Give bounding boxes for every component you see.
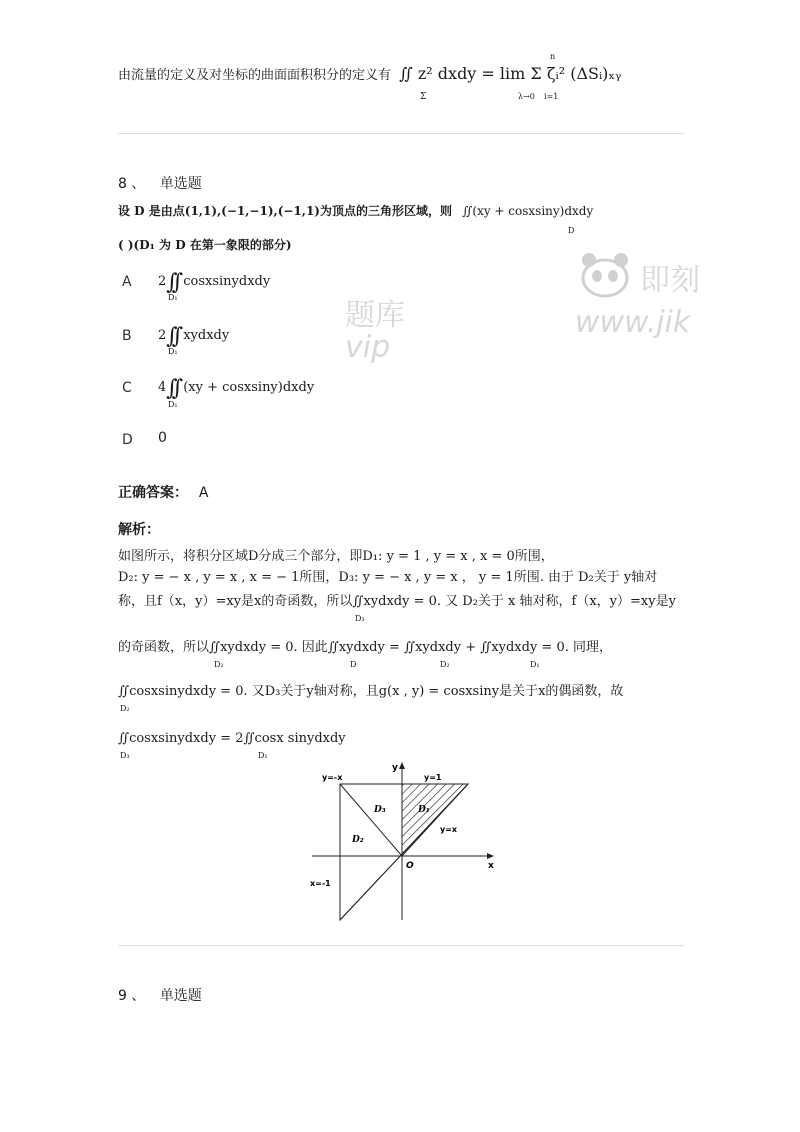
option-c-letter[interactable]: C bbox=[122, 380, 132, 396]
q9-header bbox=[118, 985, 202, 1005]
fig-label-y-eq-x: y=x bbox=[440, 825, 458, 834]
analysis-line-1: 如图所示，将积分区域D分成三个部分，即D₁: y = 1 , y = x , x = 0所围， bbox=[118, 549, 554, 564]
fig-label-x-axis: x bbox=[488, 861, 494, 871]
analysis-line-4 bbox=[118, 640, 612, 656]
prev-formula bbox=[399, 64, 621, 83]
prev-int-domain: Σ bbox=[420, 92, 427, 102]
prev-sum-bottom: i=1 bbox=[544, 92, 559, 101]
analysis-l4-dom3: D₂ bbox=[440, 660, 450, 669]
analysis-line-2: D₂: y = − x , y = x , x = − 1所围，D₃: y = − x , y = x ， y = 1所围. 由于 D₂关于 y轴对 bbox=[118, 570, 658, 585]
option-b-integrand: xydxdy bbox=[183, 328, 230, 343]
analysis-l6-int: ∬cosxsinydxdy = 2∬cosx sinydxdy bbox=[118, 731, 346, 746]
q8-stem-int-domain: D bbox=[568, 226, 575, 235]
option-c-coef: 4 bbox=[158, 380, 167, 395]
x-axis-arrow-icon bbox=[487, 853, 494, 859]
prev-text-prefix: 由流量的定义及对坐标的曲面面积积分的定义有 bbox=[118, 68, 392, 83]
fig-label-x-eq-neg1: x=-1 bbox=[310, 879, 331, 888]
fig-label-origin: O bbox=[406, 861, 414, 871]
option-c-text[interactable] bbox=[158, 376, 314, 401]
analysis-l6-dom2: D₁ bbox=[258, 751, 268, 760]
option-b-coef: 2 bbox=[158, 328, 167, 343]
q8-header bbox=[118, 173, 202, 193]
answer-label: 正确答案： bbox=[118, 485, 188, 501]
analysis-line-3 bbox=[118, 594, 676, 610]
analysis-l4-int2: ∬xydxdy = ∬xydxdy + ∬xydxdy = 0 bbox=[327, 640, 565, 655]
analysis-l4c: . 同理， bbox=[564, 640, 612, 655]
option-d-text[interactable]: 0 bbox=[158, 430, 167, 446]
analysis-line-5 bbox=[118, 684, 623, 700]
y-axis-arrow-icon bbox=[399, 762, 405, 769]
fig-label-d1: D₁ bbox=[418, 805, 430, 815]
option-a-text[interactable] bbox=[158, 270, 270, 295]
watermark-jike: 即刻 bbox=[640, 263, 700, 298]
divider-bottom bbox=[118, 945, 684, 946]
option-a-coef: 2 bbox=[158, 274, 167, 289]
watermark-vip: vip bbox=[345, 330, 391, 365]
analysis-l4-dom1: D₂ bbox=[214, 660, 224, 669]
option-c-domain: D₁ bbox=[168, 400, 178, 409]
fig-label-y-eq-1: y=1 bbox=[424, 773, 442, 782]
option-a-domain: D₁ bbox=[168, 293, 178, 302]
option-c-integrand: (xy + cosxsiny)dxdy bbox=[183, 380, 315, 395]
q9-type: 单选题 bbox=[159, 988, 202, 1004]
analysis-l3a: 称，且f（x，y）=xy是x的奇函数，所以 bbox=[118, 594, 353, 609]
region-figure bbox=[300, 760, 500, 940]
q8-stem-line1 bbox=[118, 204, 593, 218]
option-b-text[interactable] bbox=[158, 324, 229, 349]
analysis-l3b: . 又 D₂关于 x 轴对称，f（x，y）=xy是y bbox=[436, 594, 676, 609]
prev-formula-line bbox=[118, 64, 621, 84]
prev-sum-top: n bbox=[550, 52, 556, 61]
watermark-panda-icon bbox=[575, 248, 635, 300]
option-a-letter[interactable]: A bbox=[122, 274, 132, 290]
fig-label-y-axis: y bbox=[392, 763, 398, 773]
option-a-integral-icon: ∫∫ bbox=[166, 270, 178, 295]
watermark-www-jik: www.jik bbox=[575, 305, 691, 340]
q8-type: 单选题 bbox=[159, 176, 202, 192]
option-d-letter[interactable]: D bbox=[122, 432, 133, 448]
fig-label-d3: D₃ bbox=[374, 805, 386, 815]
option-b-letter[interactable]: B bbox=[122, 328, 132, 344]
q9-number: 9 、 bbox=[118, 988, 146, 1004]
option-b-integral-icon: ∫∫ bbox=[166, 324, 178, 349]
prev-lim-sub: λ→0 bbox=[518, 92, 535, 101]
analysis-l5-int: ∬cosxsinydxdy = 0 bbox=[118, 684, 244, 699]
analysis-l5-dom: D₂ bbox=[120, 704, 130, 713]
prev-formula-text: ∬ z² dxdy = lim Σ ζᵢ² (ΔSᵢ)ₓᵧ bbox=[399, 64, 622, 83]
analysis-l4-int1: ∬xydxdy = 0 bbox=[209, 640, 294, 655]
analysis-l4-dom2: D bbox=[350, 660, 357, 669]
option-a-integrand: cosxsinydxdy bbox=[183, 274, 271, 289]
answer-value: A bbox=[198, 485, 209, 501]
q8-number: 8 、 bbox=[118, 176, 146, 192]
analysis-line-6 bbox=[118, 731, 346, 747]
watermark-tiku: 题库 bbox=[345, 298, 405, 333]
divider-top bbox=[118, 133, 684, 134]
q8-stem-formula: ∬(xy + cosxsiny)dxdy bbox=[462, 204, 594, 218]
analysis-l3-dom: D₃ bbox=[355, 614, 365, 623]
fig-label-d2: D₂ bbox=[352, 835, 364, 845]
analysis-label: 解析： bbox=[118, 522, 160, 538]
analysis-l4b: . 因此 bbox=[293, 640, 328, 655]
analysis-l4a: 的奇函数，所以 bbox=[118, 640, 210, 655]
analysis-l3-int: ∬xydxdy = 0 bbox=[352, 594, 437, 609]
q8-stem-line2: ( )(D₁ 为 D 在第一象限的部分) bbox=[118, 238, 292, 252]
analysis-l4-dom4: D₁ bbox=[530, 660, 540, 669]
option-b-domain: D₁ bbox=[168, 347, 178, 356]
option-c-integral-icon: ∫∫ bbox=[166, 376, 178, 401]
analysis-l5a: . 又D₃关于y轴对称，且g(x , y) = cosxsiny是关于x的偶函数，故 bbox=[243, 684, 624, 699]
line-y-eq-neg-x bbox=[340, 784, 402, 856]
q8-stem-text: 设 D 是由点(1,1),(−1,−1),(−1,1)为顶点的三角形区域，则 bbox=[118, 204, 452, 218]
fig-label-y-eq-neg-x: y=-x bbox=[322, 773, 343, 782]
analysis-l6-dom1: D₃ bbox=[120, 751, 130, 760]
answer-line bbox=[118, 482, 208, 502]
